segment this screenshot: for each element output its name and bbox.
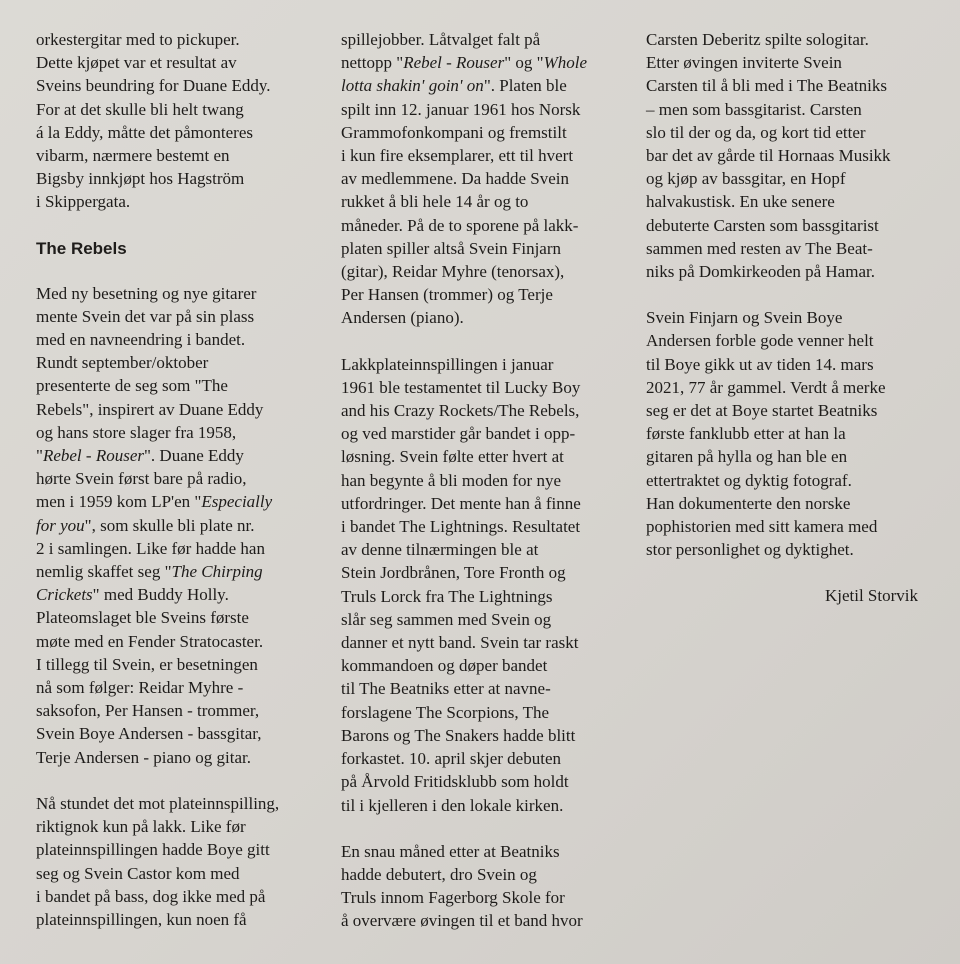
- song-title: Rebel - Rouser: [42, 446, 144, 466]
- section-heading: The Rebels: [36, 238, 127, 258]
- text-fragment: ". Duane Eddy: [143, 446, 244, 466]
- text-fragment: nemlig skaffet seg ": [36, 562, 172, 582]
- text-line: å overvære øvingen til et band hvor: [341, 911, 583, 931]
- paragraph: [36, 792, 328, 931]
- text-line: presenterte de seg som "The: [36, 376, 228, 396]
- text-fragment: " med Buddy Holly.: [92, 585, 229, 605]
- paragraph: [341, 353, 633, 817]
- text-line: [36, 560, 328, 583]
- text-line: Svein Boye Andersen - bassgitar,: [36, 724, 262, 744]
- album-title: for you: [36, 515, 85, 535]
- text-line: Med ny besetning og nye gitarer: [36, 283, 257, 303]
- text-line: 2021, 77 år gammel. Verdt å merke: [646, 377, 886, 397]
- text-line: Andersen (piano).: [341, 308, 464, 328]
- text-line: For at det skulle bli helt twang: [36, 99, 244, 119]
- text-line: orkestergitar med to pickuper.: [36, 30, 240, 49]
- text-line: utfordringer. Det mente han å finne: [341, 493, 581, 513]
- text-line: – men som bassgitarist. Carsten: [646, 99, 862, 119]
- text-line: Grammofonkompani og fremstilt: [341, 122, 567, 142]
- column-3: [646, 28, 938, 631]
- text-line: løsning. Svein følte etter hvert at: [341, 447, 564, 467]
- text-fragment: men i 1959 kom LP'en ": [36, 492, 202, 512]
- text-fragment: nettopp ": [341, 53, 404, 73]
- text-line: [36, 583, 328, 606]
- text-fragment: ": [36, 446, 43, 466]
- column-1: [36, 28, 328, 954]
- text-line: mente Svein det var på sin plass: [36, 306, 255, 326]
- text-line: Per Hansen (trommer) og Terje: [341, 285, 553, 305]
- album-title: Crickets: [36, 585, 93, 605]
- paragraph: [341, 28, 633, 330]
- text-fragment: ", som skulle bli plate nr.: [84, 515, 255, 535]
- text-line: I tillegg til Svein, er besetningen: [36, 654, 258, 674]
- text-line: [36, 514, 328, 537]
- paragraph: [646, 306, 938, 561]
- text-line: slo til der og da, og kort tid etter: [646, 122, 866, 142]
- text-line: nå som følger: Reidar Myhre -: [36, 678, 244, 698]
- text-line: Nå stundet det mot plateinnspilling,: [36, 793, 280, 813]
- text-line: med en navneendring i bandet.: [36, 330, 246, 350]
- author-signature: Kjetil Storvik: [824, 586, 918, 606]
- text-line: og hans store slager fra 1958,: [36, 422, 237, 442]
- text-line: Carsten til å bli med i The Beatniks: [646, 76, 887, 96]
- text-line: Lakkplateinnspillingen i januar: [341, 354, 554, 374]
- text-line: gitaren på hylla og han ble en: [646, 447, 848, 467]
- song-title: Rebel - Rouser: [403, 53, 505, 73]
- text-fragment: " og ": [504, 53, 544, 73]
- text-line: Rebels", inspirert av Duane Eddy: [36, 399, 264, 419]
- text-line: [36, 444, 328, 467]
- text-fragment: ". Platen ble: [483, 76, 567, 96]
- text-line: Sveins beundring for Duane Eddy.: [36, 76, 271, 96]
- text-line: ettertraktet og dyktig fotograf.: [646, 470, 852, 490]
- text-line: Etter øvingen inviterte Svein: [646, 53, 842, 73]
- text-line: måneder. På de to sporene på lakk-: [341, 215, 579, 235]
- text-line: En snau måned etter at Beatniks: [341, 841, 560, 861]
- text-line: [341, 51, 633, 74]
- text-line: rukket å bli hele 14 år og to: [341, 192, 529, 212]
- text-line: [36, 490, 328, 513]
- text-line: platen spiller altså Svein Finjarn: [341, 238, 562, 258]
- text-line: Plateomslaget ble Sveins første: [36, 608, 249, 628]
- text-line: niks på Domkirkeoden på Hamar.: [646, 262, 875, 282]
- text-line: Carsten Deberitz spilte sologitar.: [646, 30, 869, 49]
- text-line: i bandet på bass, dog ikke med på: [36, 886, 266, 906]
- text-line: forslagene The Scorpions, The: [341, 702, 550, 722]
- text-line: i Skippergata.: [36, 192, 131, 212]
- text-line: stor personlighet og dyktighet.: [646, 540, 854, 560]
- text-line: riktignok kun på lakk. Like før: [36, 817, 246, 837]
- column-2: [341, 28, 633, 956]
- text-line: Truls innom Fagerborg Skole for: [341, 888, 565, 908]
- text-line: til The Beatniks etter at navne-: [341, 679, 551, 699]
- text-line: Bigsby innkjøpt hos Hagström: [36, 169, 245, 189]
- text-line: halvakustisk. En uke senere: [646, 192, 835, 212]
- text-line: av medlemmene. Da hadde Svein: [341, 169, 570, 189]
- text-line: møte med en Fender Stratocaster.: [36, 631, 264, 651]
- text-line: and his Crazy Rockets/The Rebels,: [341, 401, 580, 421]
- text-line: spillejobber. Låtvalget falt på: [341, 30, 541, 49]
- text-line: vibarm, nærmere bestemt en: [36, 146, 230, 166]
- text-line: plateinnspillingen, kun noen få: [36, 909, 247, 929]
- text-line: og ved marstider går bandet i opp-: [341, 424, 576, 444]
- text-line: Svein Finjarn og Svein Boye: [646, 308, 843, 328]
- text-line: hørte Svein først bare på radio,: [36, 469, 247, 489]
- paragraph: [341, 840, 633, 933]
- text-line: Stein Jordbrånen, Tore Fronth og: [341, 563, 566, 583]
- text-line: slår seg sammen med Svein og: [341, 609, 552, 629]
- paragraph: [646, 28, 938, 283]
- text-line: Andersen forble gode venner helt: [646, 331, 874, 351]
- text-line: seg og Svein Castor kom med: [36, 863, 240, 883]
- text-line: Truls Lorck fra The Lightnings: [341, 586, 553, 606]
- text-line: 1961 ble testamentet til Lucky Boy: [341, 377, 581, 397]
- text-line: første fanklubb etter at han la: [646, 424, 846, 444]
- text-line: han begynte å bli moden for nye: [341, 470, 561, 490]
- text-line: på Årvold Fritidsklubb som holdt: [341, 772, 569, 792]
- text-line: debuterte Carsten som bassgitarist: [646, 215, 879, 235]
- text-line: Han dokumenterte den norske: [646, 493, 851, 513]
- text-line: 2 i samlingen. Like før hadde han: [36, 538, 265, 558]
- text-line: og kjøp av bassgitar, en Hopf: [646, 169, 846, 189]
- text-line: Rundt september/oktober: [36, 353, 209, 373]
- text-line: i kun fire eksemplarer, ett til hvert: [341, 146, 574, 166]
- text-line: hadde debutert, dro Svein og: [341, 864, 537, 884]
- album-title: Especially: [201, 492, 273, 512]
- song-title: Whole: [543, 53, 588, 73]
- text-line: sammen med resten av The Beat-: [646, 238, 873, 258]
- text-line: plateinnspillingen hadde Boye gitt: [36, 840, 270, 860]
- text-line: i bandet The Lightnings. Resultatet: [341, 517, 581, 537]
- album-title: The Chirping: [171, 562, 263, 582]
- text-line: Barons og The Snakers hadde blitt: [341, 725, 576, 745]
- text-line: [341, 74, 633, 97]
- text-line: av denne tilnærmingen ble at: [341, 540, 539, 560]
- text-line: Terje Andersen - piano og gitar.: [36, 747, 252, 767]
- text-line: forkastet. 10. april skjer debuten: [341, 749, 561, 769]
- text-line: seg er det at Boye startet Beatniks: [646, 401, 878, 421]
- text-line: til i kjelleren i den lokale kirken.: [341, 795, 564, 815]
- paragraph: [36, 282, 328, 769]
- text-line: bar det av gårde til Hornaas Musikk: [646, 146, 891, 166]
- text-line: kommandoen og døper bandet: [341, 656, 548, 676]
- text-line: saksofon, Per Hansen - trommer,: [36, 701, 260, 721]
- text-line: (gitar), Reidar Myhre (tenorsax),: [341, 262, 565, 282]
- text-line: pophistorien med sitt kamera med: [646, 517, 878, 537]
- text-line: danner et nytt band. Svein tar raskt: [341, 633, 579, 653]
- text-line: á la Eddy, måtte det påmonteres: [36, 122, 253, 142]
- song-title: lotta shakin' goin' on: [341, 76, 484, 96]
- text-line: Dette kjøpet var et resultat av: [36, 53, 237, 73]
- text-line: spilt inn 12. januar 1961 hos Norsk: [341, 99, 581, 119]
- paragraph: [36, 28, 328, 214]
- text-line: til Boye gikk ut av tiden 14. mars: [646, 354, 874, 374]
